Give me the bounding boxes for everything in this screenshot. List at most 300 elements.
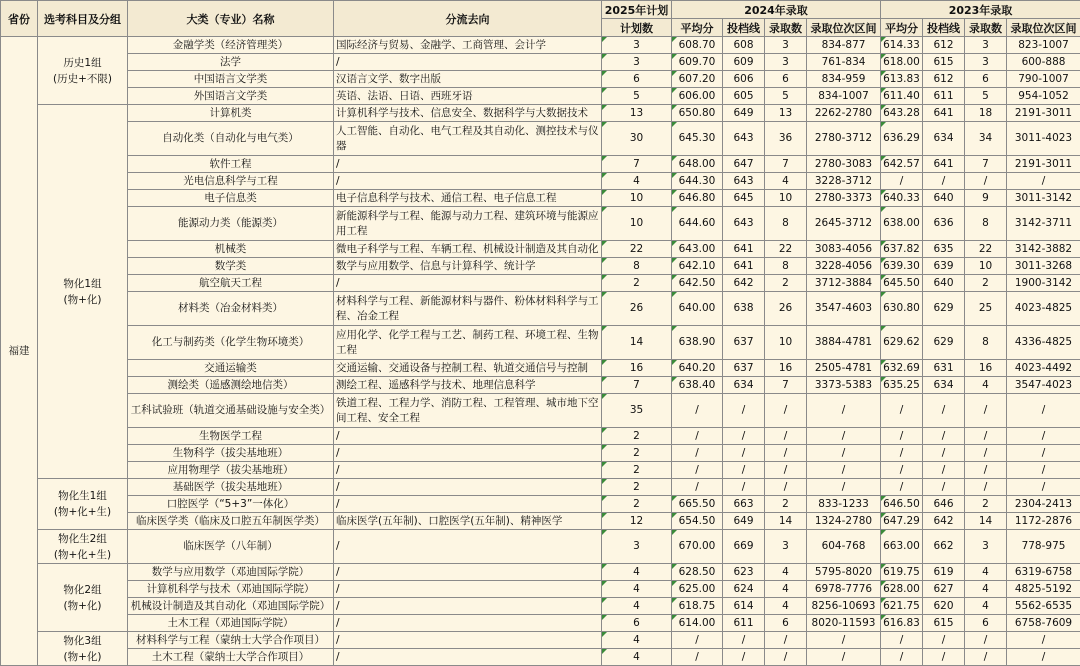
admit-2024-cell: 22 <box>765 241 807 258</box>
avg-2023-cell: 643.28 <box>881 105 923 122</box>
admit-2024-cell: 10 <box>765 326 807 360</box>
avg-2023-cell: / <box>881 428 923 445</box>
direction-cell: / <box>334 649 602 666</box>
avg-2023-cell: / <box>881 632 923 649</box>
admit-2023-cell: 7 <box>965 156 1007 173</box>
avg-2023-cell: 635.25 <box>881 377 923 394</box>
avg-2024-cell: / <box>672 479 723 496</box>
line-2024-cell: 643 <box>723 207 765 241</box>
avg-2024-cell: / <box>672 462 723 479</box>
avg-2024-cell: 606.00 <box>672 88 723 105</box>
admit-2023-cell: 6 <box>965 615 1007 632</box>
rank-2024-cell: / <box>807 394 881 428</box>
header-admit-2024: 录取数 <box>765 19 807 37</box>
rank-2024-cell: / <box>807 462 881 479</box>
line-2023-cell: 662 <box>923 530 965 564</box>
subject-group-line: (历史+不限) <box>40 71 125 87</box>
admit-2024-cell: 6 <box>765 615 807 632</box>
line-2024-cell: / <box>723 428 765 445</box>
admit-2023-cell: 4 <box>965 377 1007 394</box>
direction-cell: 国际经济与贸易、金融学、工商管理、会计学 <box>334 37 602 54</box>
line-2024-cell: / <box>723 462 765 479</box>
admit-2023-cell: 3 <box>965 37 1007 54</box>
table-row <box>1 37 1080 54</box>
admit-2024-cell: 4 <box>765 598 807 615</box>
avg-2023-cell: / <box>881 479 923 496</box>
admit-2024-cell: / <box>765 462 807 479</box>
rank-2023-cell: 1900-3142 <box>1007 275 1080 292</box>
direction-cell: 临床医学(五年制)、口腔医学(五年制)、精神医学 <box>334 513 602 530</box>
table-row <box>1 207 1080 241</box>
line-2024-cell: 663 <box>723 496 765 513</box>
direction-cell: / <box>334 581 602 598</box>
header-avg-2023: 平均分 <box>881 19 923 37</box>
rank-2023-cell: 2191-3011 <box>1007 156 1080 173</box>
admit-2024-cell: 3 <box>765 37 807 54</box>
admit-2024-cell: 2 <box>765 496 807 513</box>
plan-count-cell: 12 <box>602 513 672 530</box>
line-2024-cell: 649 <box>723 513 765 530</box>
admit-2024-cell: / <box>765 649 807 666</box>
rank-2023-cell: / <box>1007 173 1080 190</box>
subject-group-line: 物化生2组 <box>40 531 125 547</box>
rank-2023-cell: 823-1007 <box>1007 37 1080 54</box>
avg-2024-cell: / <box>672 649 723 666</box>
direction-cell: 数学与应用数学、信息与计算科学、统计学 <box>334 258 602 275</box>
direction-cell: / <box>334 496 602 513</box>
major-name: 交通运输类 <box>128 360 334 377</box>
line-2024-cell: 614 <box>723 598 765 615</box>
avg-2023-cell: 646.50 <box>881 496 923 513</box>
subject-group-line: (物+化+生) <box>40 504 125 520</box>
admit-2024-cell: 4 <box>765 564 807 581</box>
plan-count-cell: 30 <box>602 122 672 156</box>
avg-2023-cell: / <box>881 173 923 190</box>
plan-count-cell: 4 <box>602 649 672 666</box>
admit-2024-cell: 4 <box>765 173 807 190</box>
rank-2023-cell: 3142-3882 <box>1007 241 1080 258</box>
direction-cell: 汉语言文学、数字出版 <box>334 71 602 88</box>
header-admit-2023: 录取数 <box>965 19 1007 37</box>
rank-2023-cell: 6758-7609 <box>1007 615 1080 632</box>
admit-2024-cell: 26 <box>765 292 807 326</box>
line-2023-cell: 634 <box>923 377 965 394</box>
major-name: 金融学类（经济管理类） <box>128 37 334 54</box>
line-2024-cell: 606 <box>723 71 765 88</box>
rank-2023-cell: 3011-3268 <box>1007 258 1080 275</box>
major-name: 工科试验班（轨道交通基础设施与安全类） <box>128 394 334 428</box>
plan-count-cell: 2 <box>602 275 672 292</box>
line-2023-cell: / <box>923 394 965 428</box>
line-2024-cell: 643 <box>723 173 765 190</box>
table-row <box>1 105 1080 122</box>
plan-count-cell: 4 <box>602 564 672 581</box>
avg-2023-cell: 639.30 <box>881 258 923 275</box>
rank-2024-cell: 2780-3712 <box>807 122 881 156</box>
admit-2023-cell: 34 <box>965 122 1007 156</box>
admit-2024-cell: 3 <box>765 54 807 71</box>
direction-cell: / <box>334 156 602 173</box>
admit-2024-cell: 13 <box>765 105 807 122</box>
admit-2023-cell: 6 <box>965 71 1007 88</box>
avg-2024-cell: 618.75 <box>672 598 723 615</box>
avg-2024-cell: 644.60 <box>672 207 723 241</box>
avg-2023-cell: 614.33 <box>881 37 923 54</box>
rank-2024-cell: 2780-3083 <box>807 156 881 173</box>
plan-count-cell: 4 <box>602 598 672 615</box>
admit-2023-cell: 25 <box>965 292 1007 326</box>
direction-cell: 计算机科学与技术、信息安全、数据科学与大数据技术 <box>334 105 602 122</box>
avg-2024-cell: 648.00 <box>672 156 723 173</box>
admit-2024-cell: 8 <box>765 207 807 241</box>
rank-2024-cell: 3373-5383 <box>807 377 881 394</box>
major-name: 测绘类（遥感测绘地信类） <box>128 377 334 394</box>
direction-cell: 交通运输、交通设备与控制工程、轨道交通信号与控制 <box>334 360 602 377</box>
plan-count-cell: 22 <box>602 241 672 258</box>
plan-count-cell: 4 <box>602 173 672 190</box>
avg-2023-cell: 638.00 <box>881 207 923 241</box>
major-name: 数学类 <box>128 258 334 275</box>
avg-2024-cell: 654.50 <box>672 513 723 530</box>
admit-2023-cell: 8 <box>965 326 1007 360</box>
line-2023-cell: 639 <box>923 258 965 275</box>
rank-2023-cell: 778-975 <box>1007 530 1080 564</box>
rank-2023-cell: 6319-6758 <box>1007 564 1080 581</box>
admit-2024-cell: 14 <box>765 513 807 530</box>
table-row <box>1 479 1080 496</box>
admit-2023-cell: 3 <box>965 530 1007 564</box>
admit-2023-cell: 2 <box>965 496 1007 513</box>
avg-2023-cell: 645.50 <box>881 275 923 292</box>
major-name: 土木工程（邓迪国际学院） <box>128 615 334 632</box>
avg-2024-cell: 646.80 <box>672 190 723 207</box>
admit-2023-cell: 18 <box>965 105 1007 122</box>
line-2023-cell: 642 <box>923 513 965 530</box>
rank-2024-cell: 834-959 <box>807 71 881 88</box>
rank-2024-cell: 833-1233 <box>807 496 881 513</box>
plan-count-cell: 16 <box>602 360 672 377</box>
direction-cell: 英语、法语、日语、西班牙语 <box>334 88 602 105</box>
plan-count-cell: 26 <box>602 292 672 326</box>
direction-cell: 铁道工程、工程力学、消防工程、工程管理、城市地下空间工程、安全工程 <box>334 394 602 428</box>
rank-2023-cell: 5562-6535 <box>1007 598 1080 615</box>
major-name: 数学与应用数学（邓迪国际学院） <box>128 564 334 581</box>
rank-2024-cell: / <box>807 632 881 649</box>
major-name: 电子信息类 <box>128 190 334 207</box>
admit-2023-cell: 4 <box>965 598 1007 615</box>
major-name: 外国语言文学类 <box>128 88 334 105</box>
avg-2023-cell: 663.00 <box>881 530 923 564</box>
plan-count-cell: 3 <box>602 530 672 564</box>
avg-2023-cell: / <box>881 649 923 666</box>
avg-2023-cell: 636.29 <box>881 122 923 156</box>
admit-2023-cell: / <box>965 649 1007 666</box>
major-name: 能源动力类（能源类） <box>128 207 334 241</box>
table-row <box>1 241 1080 258</box>
rank-2024-cell: / <box>807 428 881 445</box>
table-row <box>1 530 1080 564</box>
admit-2024-cell: / <box>765 394 807 428</box>
line-2023-cell: / <box>923 173 965 190</box>
line-2024-cell: 605 <box>723 88 765 105</box>
rank-2024-cell: 3083-4056 <box>807 241 881 258</box>
major-name: 土木工程（蒙纳士大学合作项目） <box>128 649 334 666</box>
header-line-2024: 投档线 <box>723 19 765 37</box>
avg-2024-cell: 638.40 <box>672 377 723 394</box>
line-2024-cell: 642 <box>723 275 765 292</box>
direction-cell: / <box>334 462 602 479</box>
rank-2024-cell: / <box>807 445 881 462</box>
table-row <box>1 581 1080 598</box>
rank-2024-cell: / <box>807 649 881 666</box>
major-name: 自动化类（自动化与电气类） <box>128 122 334 156</box>
avg-2023-cell: 616.83 <box>881 615 923 632</box>
avg-2024-cell: 628.50 <box>672 564 723 581</box>
line-2023-cell: 629 <box>923 326 965 360</box>
avg-2024-cell: 638.90 <box>672 326 723 360</box>
admit-2023-cell: 9 <box>965 190 1007 207</box>
header-rank-2023: 录取位次区间 <box>1007 19 1080 37</box>
subject-group-cell <box>38 37 128 105</box>
avg-2023-cell: 647.29 <box>881 513 923 530</box>
rank-2024-cell: 3712-3884 <box>807 275 881 292</box>
rank-2024-cell: 8020-11593 <box>807 615 881 632</box>
plan-count-cell: 7 <box>602 156 672 173</box>
admit-2023-cell: 4 <box>965 564 1007 581</box>
province-cell: 福建 <box>1 37 38 666</box>
header-major: 大类（专业）名称 <box>128 1 334 37</box>
table-row <box>1 173 1080 190</box>
subject-group-line: 物化2组 <box>40 582 125 598</box>
major-name: 法学 <box>128 54 334 71</box>
table-row <box>1 326 1080 360</box>
avg-2024-cell: 645.30 <box>672 122 723 156</box>
line-2023-cell: / <box>923 428 965 445</box>
rank-2024-cell: 1324-2780 <box>807 513 881 530</box>
rank-2024-cell: 6978-7776 <box>807 581 881 598</box>
table-row <box>1 649 1080 666</box>
line-2024-cell: 647 <box>723 156 765 173</box>
plan-count-cell: 2 <box>602 479 672 496</box>
avg-2023-cell: 637.82 <box>881 241 923 258</box>
rank-2023-cell: / <box>1007 462 1080 479</box>
line-2023-cell: 611 <box>923 88 965 105</box>
header-plan2025: 2025年计划 <box>602 1 672 19</box>
line-2023-cell: 640 <box>923 275 965 292</box>
subject-group-line: (物+化+生) <box>40 547 125 563</box>
table-row <box>1 292 1080 326</box>
table-row <box>1 598 1080 615</box>
line-2023-cell: 615 <box>923 615 965 632</box>
direction-cell: / <box>334 479 602 496</box>
major-name: 材料类（冶金材料类） <box>128 292 334 326</box>
line-2024-cell: 643 <box>723 122 765 156</box>
direction-cell: / <box>334 564 602 581</box>
line-2023-cell: / <box>923 479 965 496</box>
avg-2024-cell: / <box>672 428 723 445</box>
avg-2024-cell: 643.00 <box>672 241 723 258</box>
line-2024-cell: 649 <box>723 105 765 122</box>
rank-2024-cell: 5795-8020 <box>807 564 881 581</box>
table-row <box>1 71 1080 88</box>
plan-count-cell: 14 <box>602 326 672 360</box>
rank-2023-cell: / <box>1007 649 1080 666</box>
rank-2023-cell: 4023-4492 <box>1007 360 1080 377</box>
major-name: 机械设计制造及其自动化（邓迪国际学院） <box>128 598 334 615</box>
admit-2024-cell: 4 <box>765 581 807 598</box>
admit-2024-cell: 36 <box>765 122 807 156</box>
line-2024-cell: / <box>723 632 765 649</box>
rank-2023-cell: 4336-4825 <box>1007 326 1080 360</box>
subject-group-line: 历史1组 <box>40 55 125 71</box>
line-2024-cell: 623 <box>723 564 765 581</box>
plan-count-cell: 10 <box>602 207 672 241</box>
direction-cell: / <box>334 445 602 462</box>
avg-2024-cell: / <box>672 632 723 649</box>
avg-2023-cell: 640.33 <box>881 190 923 207</box>
line-2023-cell: 636 <box>923 207 965 241</box>
table-body <box>1 37 1080 666</box>
avg-2024-cell: / <box>672 445 723 462</box>
header-rank-2024: 录取位次区间 <box>807 19 881 37</box>
major-name: 中国语言文学类 <box>128 71 334 88</box>
direction-cell: 材料科学与工程、新能源材料与器件、粉体材料科学与工程、冶金工程 <box>334 292 602 326</box>
rank-2023-cell: 3547-4023 <box>1007 377 1080 394</box>
table-row <box>1 360 1080 377</box>
avg-2024-cell: 607.20 <box>672 71 723 88</box>
line-2023-cell: 635 <box>923 241 965 258</box>
major-name: 光电信息科学与工程 <box>128 173 334 190</box>
avg-2023-cell: 629.62 <box>881 326 923 360</box>
rank-2023-cell: / <box>1007 445 1080 462</box>
avg-2023-cell: 621.75 <box>881 598 923 615</box>
rank-2024-cell: 834-877 <box>807 37 881 54</box>
plan-count-cell: 2 <box>602 445 672 462</box>
subject-group-line: 物化1组 <box>40 276 125 292</box>
rank-2023-cell: / <box>1007 394 1080 428</box>
major-name: 机械类 <box>128 241 334 258</box>
subject-group-line: (物+化) <box>40 598 125 614</box>
subject-group-cell <box>38 632 128 666</box>
line-2024-cell: 637 <box>723 360 765 377</box>
line-2024-cell: 624 <box>723 581 765 598</box>
rank-2024-cell: 8256-10693 <box>807 598 881 615</box>
line-2023-cell: 615 <box>923 54 965 71</box>
line-2024-cell: / <box>723 394 765 428</box>
major-name: 航空航天工程 <box>128 275 334 292</box>
header-avg-2024: 平均分 <box>672 19 723 37</box>
rank-2024-cell: 3547-4603 <box>807 292 881 326</box>
plan-count-cell: 2 <box>602 496 672 513</box>
plan-count-cell: 3 <box>602 37 672 54</box>
major-name: 临床医学（八年制） <box>128 530 334 564</box>
avg-2023-cell: 613.83 <box>881 71 923 88</box>
rank-2023-cell: 4023-4825 <box>1007 292 1080 326</box>
table-row <box>1 428 1080 445</box>
line-2024-cell: 611 <box>723 615 765 632</box>
subject-group-line: 物化生1组 <box>40 488 125 504</box>
admit-2023-cell: 22 <box>965 241 1007 258</box>
line-2023-cell: 640 <box>923 190 965 207</box>
admit-2023-cell: / <box>965 394 1007 428</box>
header-plan-count: 计划数 <box>602 19 672 37</box>
plan-count-cell: 8 <box>602 258 672 275</box>
table-row <box>1 258 1080 275</box>
table-row <box>1 615 1080 632</box>
plan-count-cell: 3 <box>602 54 672 71</box>
avg-2023-cell: 642.57 <box>881 156 923 173</box>
rank-2024-cell: 761-834 <box>807 54 881 71</box>
direction-cell: / <box>334 615 602 632</box>
line-2024-cell: / <box>723 445 765 462</box>
plan-count-cell: 10 <box>602 190 672 207</box>
admit-2024-cell: 10 <box>765 190 807 207</box>
avg-2024-cell: 650.80 <box>672 105 723 122</box>
avg-2023-cell: 619.75 <box>881 564 923 581</box>
avg-2023-cell: / <box>881 394 923 428</box>
rank-2023-cell: / <box>1007 428 1080 445</box>
subject-group-cell <box>38 479 128 530</box>
table-row <box>1 54 1080 71</box>
admit-2024-cell: 7 <box>765 377 807 394</box>
rank-2024-cell: 2505-4781 <box>807 360 881 377</box>
line-2023-cell: 641 <box>923 156 965 173</box>
rank-2023-cell: 1172-2876 <box>1007 513 1080 530</box>
subject-group-line: (物+化) <box>40 292 125 308</box>
line-2023-cell: 646 <box>923 496 965 513</box>
rank-2023-cell: 4825-5192 <box>1007 581 1080 598</box>
avg-2023-cell: 611.40 <box>881 88 923 105</box>
rank-2024-cell: 3228-3712 <box>807 173 881 190</box>
line-2023-cell: 634 <box>923 122 965 156</box>
major-name: 基础医学（拔尖基地班） <box>128 479 334 496</box>
major-name: 临床医学类（临床及口腔五年制医学类） <box>128 513 334 530</box>
line-2024-cell: 638 <box>723 292 765 326</box>
avg-2023-cell: 628.00 <box>881 581 923 598</box>
rank-2023-cell: 3011-3142 <box>1007 190 1080 207</box>
admit-2024-cell: 5 <box>765 88 807 105</box>
table-row <box>1 156 1080 173</box>
subject-group-line: (物+化) <box>40 649 125 665</box>
direction-cell: / <box>334 275 602 292</box>
admit-2023-cell: 16 <box>965 360 1007 377</box>
subject-group-cell <box>38 105 128 479</box>
line-2023-cell: 629 <box>923 292 965 326</box>
direction-cell: 电子信息科学与技术、通信工程、电子信息工程 <box>334 190 602 207</box>
admit-2024-cell: / <box>765 445 807 462</box>
rank-2023-cell: / <box>1007 632 1080 649</box>
major-name: 应用物理学（拔尖基地班） <box>128 462 334 479</box>
major-name: 口腔医学（“5+3”一体化） <box>128 496 334 513</box>
plan-count-cell: 35 <box>602 394 672 428</box>
line-2023-cell: 619 <box>923 564 965 581</box>
line-2023-cell: 620 <box>923 598 965 615</box>
major-name: 化工与制药类（化学生物环境类） <box>128 326 334 360</box>
header-subject-group: 选考科目及分组 <box>38 1 128 37</box>
header-line-2023: 投档线 <box>923 19 965 37</box>
direction-cell: / <box>334 173 602 190</box>
avg-2023-cell: / <box>881 445 923 462</box>
plan-count-cell: 4 <box>602 581 672 598</box>
admit-2023-cell: 8 <box>965 207 1007 241</box>
admit-2023-cell: / <box>965 445 1007 462</box>
admit-2023-cell: 2 <box>965 275 1007 292</box>
avg-2023-cell: 632.69 <box>881 360 923 377</box>
admit-2024-cell: 3 <box>765 530 807 564</box>
avg-2023-cell: 618.00 <box>881 54 923 71</box>
subject-group-line: 物化3组 <box>40 633 125 649</box>
avg-2024-cell: 642.50 <box>672 275 723 292</box>
